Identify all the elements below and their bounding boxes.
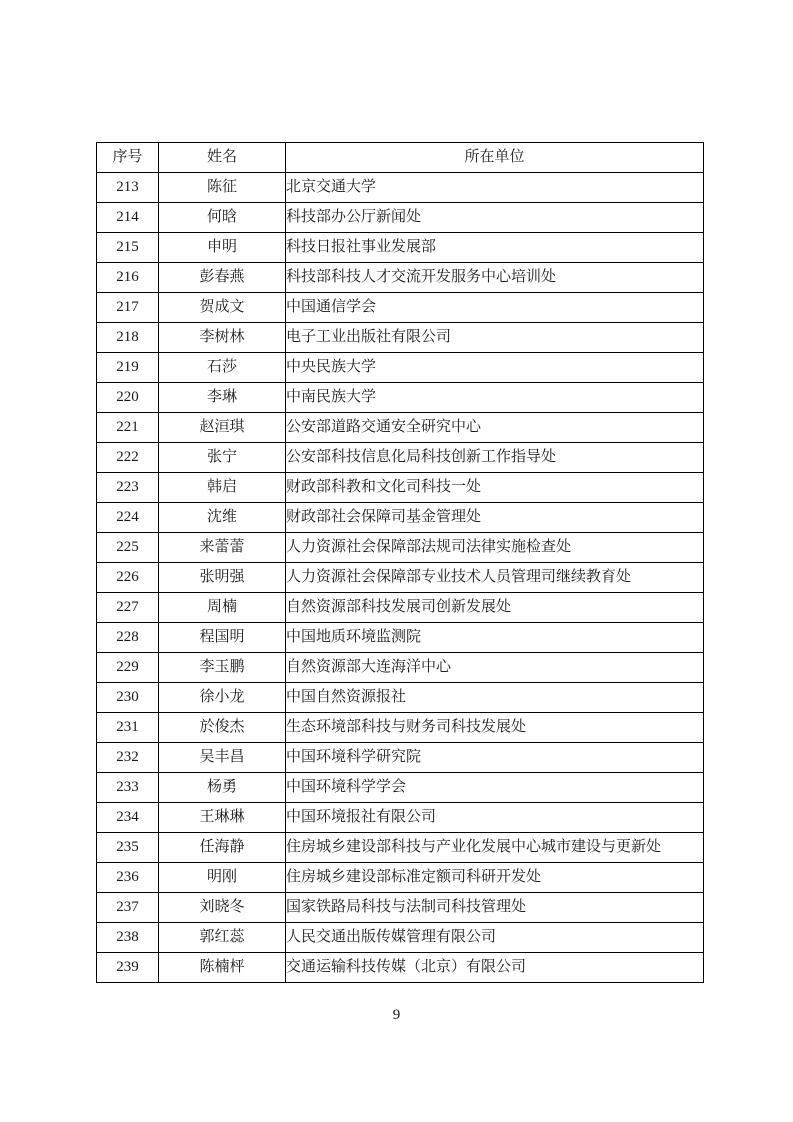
cell-no: 216 (97, 263, 159, 293)
cell-name: 张明强 (159, 563, 286, 593)
table-row (97, 383, 704, 413)
cell-name: 贺成文 (159, 293, 286, 323)
cell-unit: 人民交通出版传媒管理有限公司 (286, 923, 704, 953)
cell-no: 235 (97, 833, 159, 863)
cell-no: 236 (97, 863, 159, 893)
cell-name: 申明 (159, 233, 286, 263)
cell-unit: 住房城乡建设部科技与产业化发展中心城市建设与更新处 (286, 833, 704, 863)
table-row (97, 893, 704, 923)
cell-unit: 财政部社会保障司基金管理处 (286, 503, 704, 533)
table-row (97, 563, 704, 593)
table-row (97, 683, 704, 713)
header-unit: 所在单位 (286, 143, 704, 173)
cell-name: 赵洹琪 (159, 413, 286, 443)
table-row (97, 173, 704, 203)
table-row (97, 953, 704, 983)
cell-name: 李琳 (159, 383, 286, 413)
cell-no: 220 (97, 383, 159, 413)
cell-no: 233 (97, 773, 159, 803)
table-row (97, 653, 704, 683)
cell-no: 221 (97, 413, 159, 443)
cell-no: 218 (97, 323, 159, 353)
cell-unit: 住房城乡建设部标准定额司科研开发处 (286, 863, 704, 893)
cell-name: 何晗 (159, 203, 286, 233)
cell-unit: 科技部科技人才交流开发服务中心培训处 (286, 263, 704, 293)
cell-no: 238 (97, 923, 159, 953)
cell-unit: 中国环境科学研究院 (286, 743, 704, 773)
cell-unit: 自然资源部大连海洋中心 (286, 653, 704, 683)
cell-name: 杨勇 (159, 773, 286, 803)
cell-unit: 中国自然资源报社 (286, 683, 704, 713)
cell-name: 李玉鹏 (159, 653, 286, 683)
cell-name: 石莎 (159, 353, 286, 383)
cell-no: 217 (97, 293, 159, 323)
cell-unit: 财政部科教和文化司科技一处 (286, 473, 704, 503)
cell-unit: 中南民族大学 (286, 383, 704, 413)
cell-unit: 国家铁路局科技与法制司科技管理处 (286, 893, 704, 923)
cell-no: 219 (97, 353, 159, 383)
cell-no: 229 (97, 653, 159, 683)
cell-name: 任海静 (159, 833, 286, 863)
table-row (97, 713, 704, 743)
cell-name: 陈楠枰 (159, 953, 286, 983)
table-row (97, 803, 704, 833)
table-row (97, 203, 704, 233)
cell-no: 231 (97, 713, 159, 743)
cell-name: 吴丰昌 (159, 743, 286, 773)
cell-no: 215 (97, 233, 159, 263)
cell-name: 韩启 (159, 473, 286, 503)
table-row (97, 473, 704, 503)
cell-unit: 生态环境部科技与财务司科技发展处 (286, 713, 704, 743)
cell-unit: 公安部科技信息化局科技创新工作指导处 (286, 443, 704, 473)
table-row (97, 233, 704, 263)
table-row (97, 503, 704, 533)
table-row (97, 413, 704, 443)
table-row (97, 443, 704, 473)
cell-name: 王琳琳 (159, 803, 286, 833)
table-row (97, 773, 704, 803)
table-row (97, 293, 704, 323)
cell-unit: 中国环境报社有限公司 (286, 803, 704, 833)
cell-no: 237 (97, 893, 159, 923)
table-row (97, 593, 704, 623)
cell-name: 程国明 (159, 623, 286, 653)
cell-no: 225 (97, 533, 159, 563)
roster-table (96, 142, 704, 983)
table-row (97, 863, 704, 893)
table-body (97, 173, 704, 983)
cell-no: 222 (97, 443, 159, 473)
cell-unit: 科技部办公厅新闻处 (286, 203, 704, 233)
header-no: 序号 (97, 143, 159, 173)
table-row (97, 353, 704, 383)
cell-name: 陈征 (159, 173, 286, 203)
cell-no: 224 (97, 503, 159, 533)
cell-name: 於俊杰 (159, 713, 286, 743)
cell-no: 239 (97, 953, 159, 983)
cell-no: 228 (97, 623, 159, 653)
cell-unit: 公安部道路交通安全研究中心 (286, 413, 704, 443)
cell-unit: 中国地质环境监测院 (286, 623, 704, 653)
cell-unit: 自然资源部科技发展司创新发展处 (286, 593, 704, 623)
cell-unit: 科技日报社事业发展部 (286, 233, 704, 263)
cell-unit: 中国环境科学学会 (286, 773, 704, 803)
cell-name: 张宁 (159, 443, 286, 473)
header-name: 姓名 (159, 143, 286, 173)
table-row (97, 923, 704, 953)
cell-no: 227 (97, 593, 159, 623)
cell-name: 明刚 (159, 863, 286, 893)
cell-name: 李树林 (159, 323, 286, 353)
table-row (97, 263, 704, 293)
table-row (97, 623, 704, 653)
roster-table-header (97, 143, 704, 173)
cell-unit: 人力资源社会保障部专业技术人员管理司继续教育处 (286, 563, 704, 593)
cell-unit: 交通运输科技传媒（北京）有限公司 (286, 953, 704, 983)
cell-unit: 北京交通大学 (286, 173, 704, 203)
cell-no: 232 (97, 743, 159, 773)
cell-unit: 中国通信学会 (286, 293, 704, 323)
cell-no: 223 (97, 473, 159, 503)
cell-no: 213 (97, 173, 159, 203)
table-row (97, 323, 704, 353)
cell-unit: 电子工业出版社有限公司 (286, 323, 704, 353)
cell-unit: 人力资源社会保障部法规司法律实施检查处 (286, 533, 704, 563)
cell-no: 234 (97, 803, 159, 833)
cell-no: 226 (97, 563, 159, 593)
cell-name: 周楠 (159, 593, 286, 623)
cell-no: 214 (97, 203, 159, 233)
table-row (97, 533, 704, 563)
cell-name: 徐小龙 (159, 683, 286, 713)
page-number: 9 (392, 1007, 401, 1023)
table-row (97, 833, 704, 863)
header-row (97, 143, 704, 173)
table-row (97, 743, 704, 773)
cell-name: 彭春燕 (159, 263, 286, 293)
cell-unit: 中央民族大学 (286, 353, 704, 383)
cell-name: 刘晓冬 (159, 893, 286, 923)
cell-name: 郭红蕊 (159, 923, 286, 953)
cell-name: 沈维 (159, 503, 286, 533)
cell-no: 230 (97, 683, 159, 713)
cell-name: 来蕾蕾 (159, 533, 286, 563)
